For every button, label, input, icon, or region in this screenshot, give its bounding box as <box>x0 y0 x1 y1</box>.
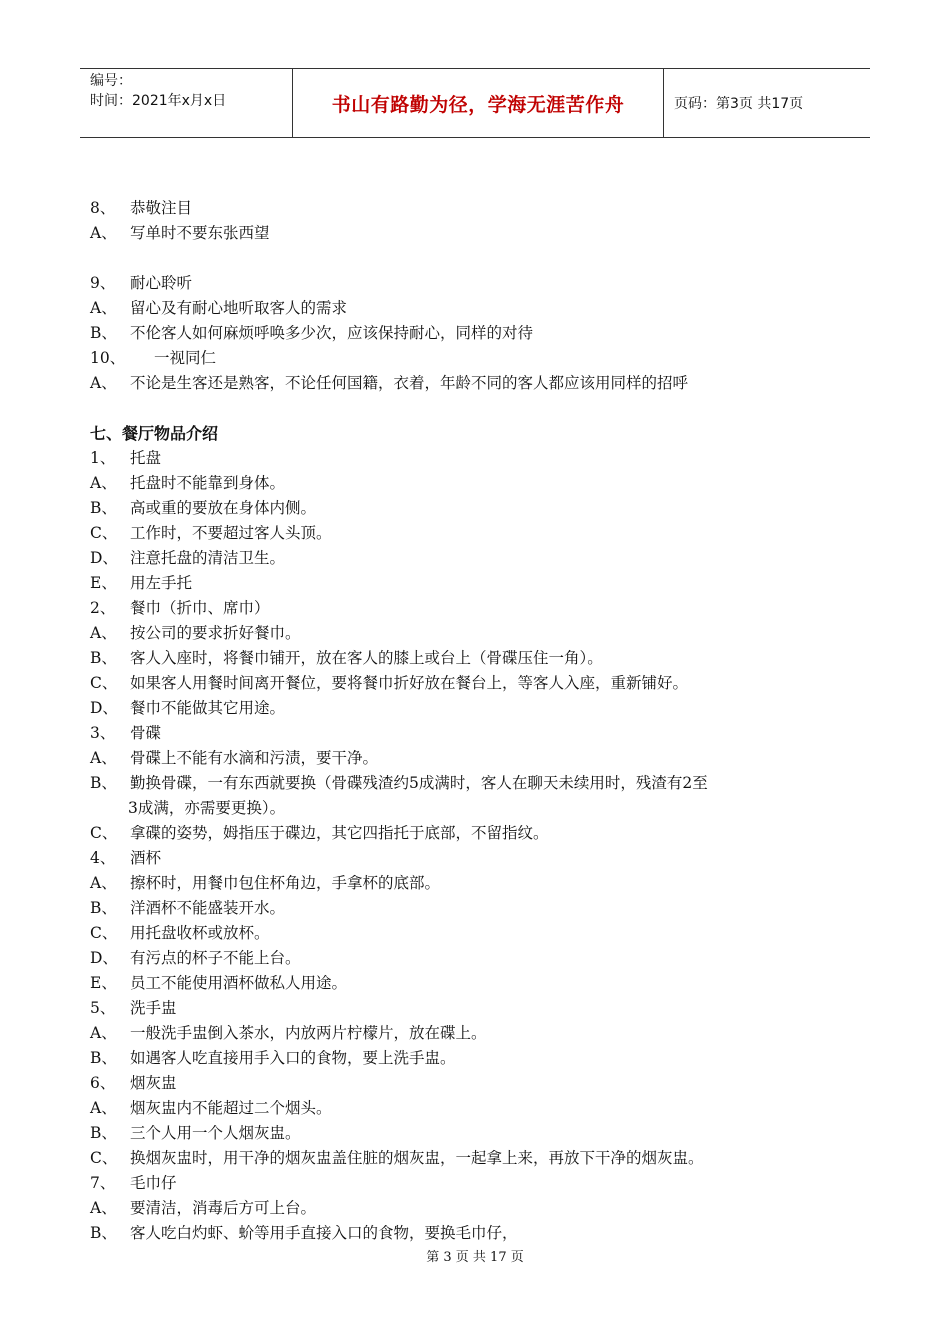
blank-line <box>90 246 870 271</box>
list-item <box>90 371 870 396</box>
header-motto: 书山有路勤为径，学海无涯苦作舟 <box>293 69 664 137</box>
item-marker: B、 <box>90 324 117 342</box>
item-marker: B、 <box>90 1224 117 1242</box>
item-marker: 7、 <box>90 1174 116 1192</box>
item-marker: D、 <box>90 949 118 967</box>
page-header <box>80 68 870 138</box>
item-marker: B、 <box>90 499 117 517</box>
item-text: 员工不能使用酒杯做私人用途。 <box>130 974 348 992</box>
list-item <box>90 971 870 996</box>
list-item <box>90 1021 870 1046</box>
item-marker: 2、 <box>90 599 116 617</box>
list-item <box>90 771 870 796</box>
item-marker: B、 <box>90 1124 117 1142</box>
item-marker: 5、 <box>90 999 116 1017</box>
item-marker: C、 <box>90 924 118 942</box>
section-heading: 七、餐厅物品介绍 <box>90 424 219 443</box>
item-marker: A、 <box>90 624 117 642</box>
item-text: 耐心聆听 <box>130 274 193 292</box>
item-text: 餐巾不能做其它用途。 <box>130 699 286 717</box>
item-text: 用托盘收杯或放杯。 <box>130 924 270 942</box>
item-text: 恭敬注目 <box>130 199 193 217</box>
item-marker: 8、 <box>90 199 116 217</box>
list-item <box>90 1146 870 1171</box>
item-text: 三个人用一个人烟灰盅。 <box>130 1124 301 1142</box>
time-label: 时间：2021年x月x日 <box>90 93 227 109</box>
list-item <box>90 221 870 246</box>
list-item <box>90 296 870 321</box>
list-item <box>90 571 870 596</box>
item-text: 擦杯时，用餐巾包住杯角边，手拿杯的底部。 <box>130 874 441 892</box>
list-item <box>90 446 870 471</box>
item-text: 换烟灰盅时，用干净的烟灰盅盖住脏的烟灰盅，一起拿上来，再放下干净的烟灰盅。 <box>130 1149 704 1167</box>
list-item <box>90 721 870 746</box>
item-text: 洗手盅 <box>130 999 177 1017</box>
item-marker: 4、 <box>90 849 116 867</box>
item-marker: A、 <box>90 1199 117 1217</box>
item-text: 骨碟 <box>130 724 162 742</box>
list-item <box>90 871 870 896</box>
item-marker: E、 <box>90 574 117 592</box>
item-text: 有污点的杯子不能上台。 <box>130 949 301 967</box>
item-marker: 3、 <box>90 724 116 742</box>
list-item <box>90 671 870 696</box>
list-item <box>90 746 870 771</box>
list-item <box>90 946 870 971</box>
item-text: 酒杯 <box>130 849 162 867</box>
item-marker: 6、 <box>90 1074 116 1092</box>
item-text: 一视同仁 <box>154 349 217 367</box>
list-item <box>90 621 870 646</box>
item-text: 毛巾仔 <box>130 1174 177 1192</box>
list-item <box>90 1221 870 1246</box>
item-marker: A、 <box>90 749 117 767</box>
continuation-line: 3成满，亦需要更换）。 <box>128 799 286 817</box>
list-item <box>90 1171 870 1196</box>
list-item <box>90 1046 870 1071</box>
item-marker: B、 <box>90 649 117 667</box>
item-marker: D、 <box>90 549 118 567</box>
item-marker: 1、 <box>90 449 116 467</box>
item-text: 留心及有耐心地听取客人的需求 <box>130 299 348 317</box>
item-text: 不伦客人如何麻烦呼唤多少次，应该保持耐心，同样的对待 <box>130 324 534 342</box>
list-item <box>90 1071 870 1096</box>
item-marker: C、 <box>90 674 118 692</box>
item-text: 按公司的要求折好餐巾。 <box>130 624 301 642</box>
item-text: 托盘 <box>130 449 162 467</box>
item-marker: D、 <box>90 699 118 717</box>
list-item <box>90 271 870 296</box>
item-text: 客人吃白灼虾、蚧等用手直接入口的食物，要换毛巾仔， <box>130 1224 518 1242</box>
item-marker: B、 <box>90 899 117 917</box>
header-page-info: 页码：第3页 共17页 <box>674 96 804 112</box>
item-marker: C、 <box>90 524 118 542</box>
list-item <box>90 996 870 1021</box>
item-text: 如果客人用餐时间离开餐位，要将餐巾折好放在餐台上，等客人入座，重新铺好。 <box>130 674 689 692</box>
item-marker: B、 <box>90 1049 117 1067</box>
item-text: 一般洗手盅倒入茶水，内放两片柠檬片，放在碟上。 <box>130 1024 487 1042</box>
item-marker: A、 <box>90 224 117 242</box>
item-text: 用左手托 <box>130 574 193 592</box>
list-item <box>90 196 870 221</box>
list-item <box>90 1121 870 1146</box>
list-item <box>90 921 870 946</box>
item-marker: 9、 <box>90 274 116 292</box>
item-marker: A、 <box>90 474 117 492</box>
item-text: 骨碟上不能有水滴和污渍，要干净。 <box>130 749 379 767</box>
item-marker: A、 <box>90 1024 117 1042</box>
list-item <box>90 646 870 671</box>
item-text: 高或重的要放在身体内侧。 <box>130 499 317 517</box>
list-item <box>90 471 870 496</box>
item-marker: A、 <box>90 374 117 392</box>
item-text: 餐巾（折巾、席巾） <box>130 599 270 617</box>
list-item <box>90 521 870 546</box>
item-marker: B、 <box>90 774 117 792</box>
page-footer: 第 3 页 共 17 页 <box>426 1250 524 1265</box>
document-body <box>90 196 870 1246</box>
item-marker: 10、 <box>90 349 126 367</box>
list-item <box>90 346 870 371</box>
item-marker: A、 <box>90 874 117 892</box>
list-item <box>90 896 870 921</box>
list-item <box>90 1196 870 1221</box>
item-marker: C、 <box>90 1149 118 1167</box>
item-text: 洋酒杯不能盛装开水。 <box>130 899 286 917</box>
item-marker: A、 <box>90 299 117 317</box>
list-item <box>90 821 870 846</box>
item-text: 烟灰盅内不能超过二个烟头。 <box>130 1099 332 1117</box>
item-marker: E、 <box>90 974 117 992</box>
item-text: 写单时不要东张西望 <box>130 224 270 242</box>
item-text: 要清洁，消毒后方可上台。 <box>130 1199 317 1217</box>
list-item <box>90 496 870 521</box>
list-item <box>90 846 870 871</box>
item-text: 勤换骨碟，一有东西就要换（骨碟残渣约5成满时，客人在聊天未续用时，残渣有2至 <box>130 774 708 792</box>
item-text: 注意托盘的清洁卫生。 <box>130 549 286 567</box>
item-text: 如遇客人吃直接用手入口的食物，要上洗手盅。 <box>130 1049 456 1067</box>
list-item <box>90 321 870 346</box>
list-item <box>90 1096 870 1121</box>
item-marker: C、 <box>90 824 118 842</box>
blank-line <box>90 396 870 421</box>
item-text: 工作时，不要超过客人头顶。 <box>130 524 332 542</box>
list-item <box>90 546 870 571</box>
code-label: 编号： <box>90 73 132 89</box>
item-text: 客人入座时，将餐巾铺开，放在客人的膝上或台上（骨碟压住一角）。 <box>130 649 603 667</box>
item-text: 不论是生客还是熟客，不论任何国籍，衣着，年龄不同的客人都应该用同样的招呼 <box>130 374 689 392</box>
item-text: 托盘时不能靠到身体。 <box>130 474 286 492</box>
header-meta <box>80 69 293 137</box>
item-text: 拿碟的姿势，姆指压于碟边，其它四指托于底部，不留指纹。 <box>130 824 549 842</box>
item-marker: A、 <box>90 1099 117 1117</box>
list-item <box>90 696 870 721</box>
item-text: 烟灰盅 <box>130 1074 177 1092</box>
list-item <box>90 596 870 621</box>
